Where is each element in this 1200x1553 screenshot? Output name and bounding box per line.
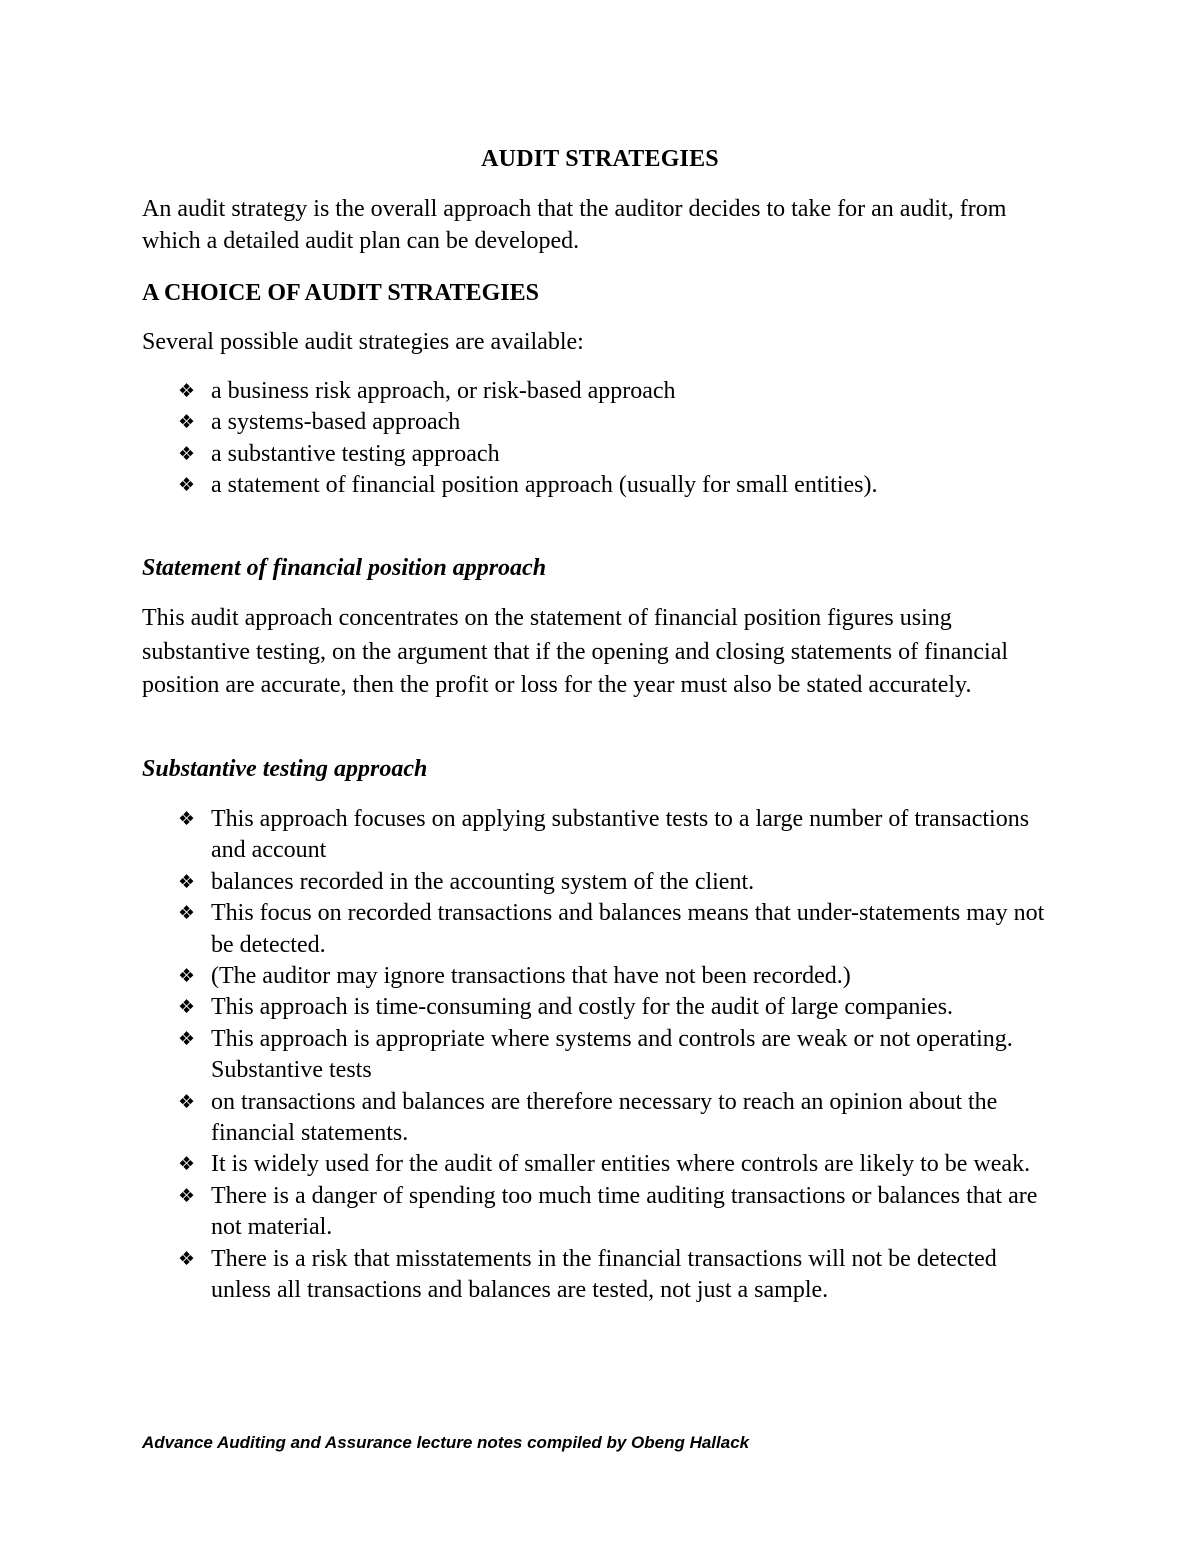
list-item — [178, 867, 1058, 898]
list-item — [178, 1024, 1058, 1087]
diamond-bullet-icon: ❖ — [178, 1027, 196, 1050]
strategies-list — [178, 376, 1058, 502]
page-footer: Advance Auditing and Assurance lecture notes compiled by Obeng Hallack — [142, 1433, 750, 1452]
list-item-text: (The auditor may ignore transactions that have not been recorded.) — [211, 963, 851, 990]
list-item-text: This approach is time-consuming and costly for the audit of large companies. — [211, 994, 954, 1021]
subheading-substantive-testing: Substantive testing approach — [142, 756, 428, 782]
diamond-bullet-icon: ❖ — [178, 380, 196, 402]
list-item — [178, 470, 1058, 501]
diamond-bullet-icon: ❖ — [178, 965, 196, 988]
list-item-text: a business risk approach, or risk-based approach — [211, 378, 676, 404]
diamond-bullet-icon: ❖ — [178, 411, 196, 434]
diamond-bullet-icon: ❖ — [178, 1153, 196, 1176]
list-item-text: There is a risk that misstatements in the financial transactions will not be detected unless all transactions and balances are tested, not just a sample. — [211, 1245, 997, 1304]
list-item — [178, 1181, 1058, 1244]
list-item-text: a statement of financial position approach (usually for small entities). — [211, 472, 878, 499]
diamond-bullet-icon: ❖ — [178, 474, 196, 497]
list-item — [178, 992, 1058, 1023]
list-item — [178, 407, 1058, 438]
diamond-bullet-icon: ❖ — [178, 902, 196, 925]
list-item — [178, 1149, 1058, 1180]
list-item — [178, 1087, 1058, 1150]
diamond-bullet-icon: ❖ — [178, 1247, 196, 1270]
list-item — [178, 376, 1058, 407]
diamond-bullet-icon: ❖ — [178, 1090, 196, 1113]
list-item — [178, 961, 1058, 992]
list-item — [178, 898, 1058, 961]
list-item-text: It is widely used for the audit of smaller entities where controls are likely to be weak. — [211, 1151, 1031, 1178]
list-item-text: This approach focuses on applying substantive tests to a large number of transactions and account — [211, 806, 1030, 864]
list-item-text: There is a danger of spending too much time auditing transactions or balances that are not material. — [211, 1182, 1038, 1241]
list-item-text: balances recorded in the accounting system of the client. — [211, 868, 755, 895]
subheading-sofp-approach: Statement of financial position approach — [142, 555, 547, 581]
list-item-text: a substantive testing approach — [211, 440, 500, 467]
diamond-bullet-icon: ❖ — [178, 1184, 196, 1207]
diamond-bullet-icon: ❖ — [178, 996, 196, 1019]
diamond-bullet-icon: ❖ — [178, 442, 196, 465]
diamond-bullet-icon: ❖ — [178, 808, 196, 830]
substantive-points-list — [178, 804, 1058, 1307]
list-item — [178, 1244, 1058, 1307]
page-title: AUDIT STRATEGIES — [481, 146, 719, 172]
strategies-lead-text: Several possible audit strategies are available: — [142, 329, 584, 355]
list-item-text: This focus on recorded transactions and balances means that under-statements may not be detected. — [211, 900, 1045, 958]
list-item-text: a systems-based approach — [211, 409, 461, 436]
intro-paragraph: An audit strategy is the overall approach that the auditor decides to take for an audit, from which a detailed audit plan can be developed. — [142, 196, 1007, 254]
sofp-paragraph: This audit approach concentrates on the statement of financial position figures using substantive testing, on the argument that if the opening and closing statements of financial position are accurate, then the profit or loss for the year must also be stated accurately. — [142, 605, 1009, 698]
list-item — [178, 439, 1058, 470]
section-heading-choice: A CHOICE OF AUDIT STRATEGIES — [142, 280, 539, 306]
list-item-text: This approach is appropriate where systems and controls are weak or not operating. Substantive tests — [211, 1025, 1013, 1084]
diamond-bullet-icon: ❖ — [178, 870, 196, 893]
list-item — [178, 804, 1058, 867]
list-item-text: on transactions and balances are therefore necessary to reach an opinion about the financial statements. — [211, 1088, 998, 1147]
